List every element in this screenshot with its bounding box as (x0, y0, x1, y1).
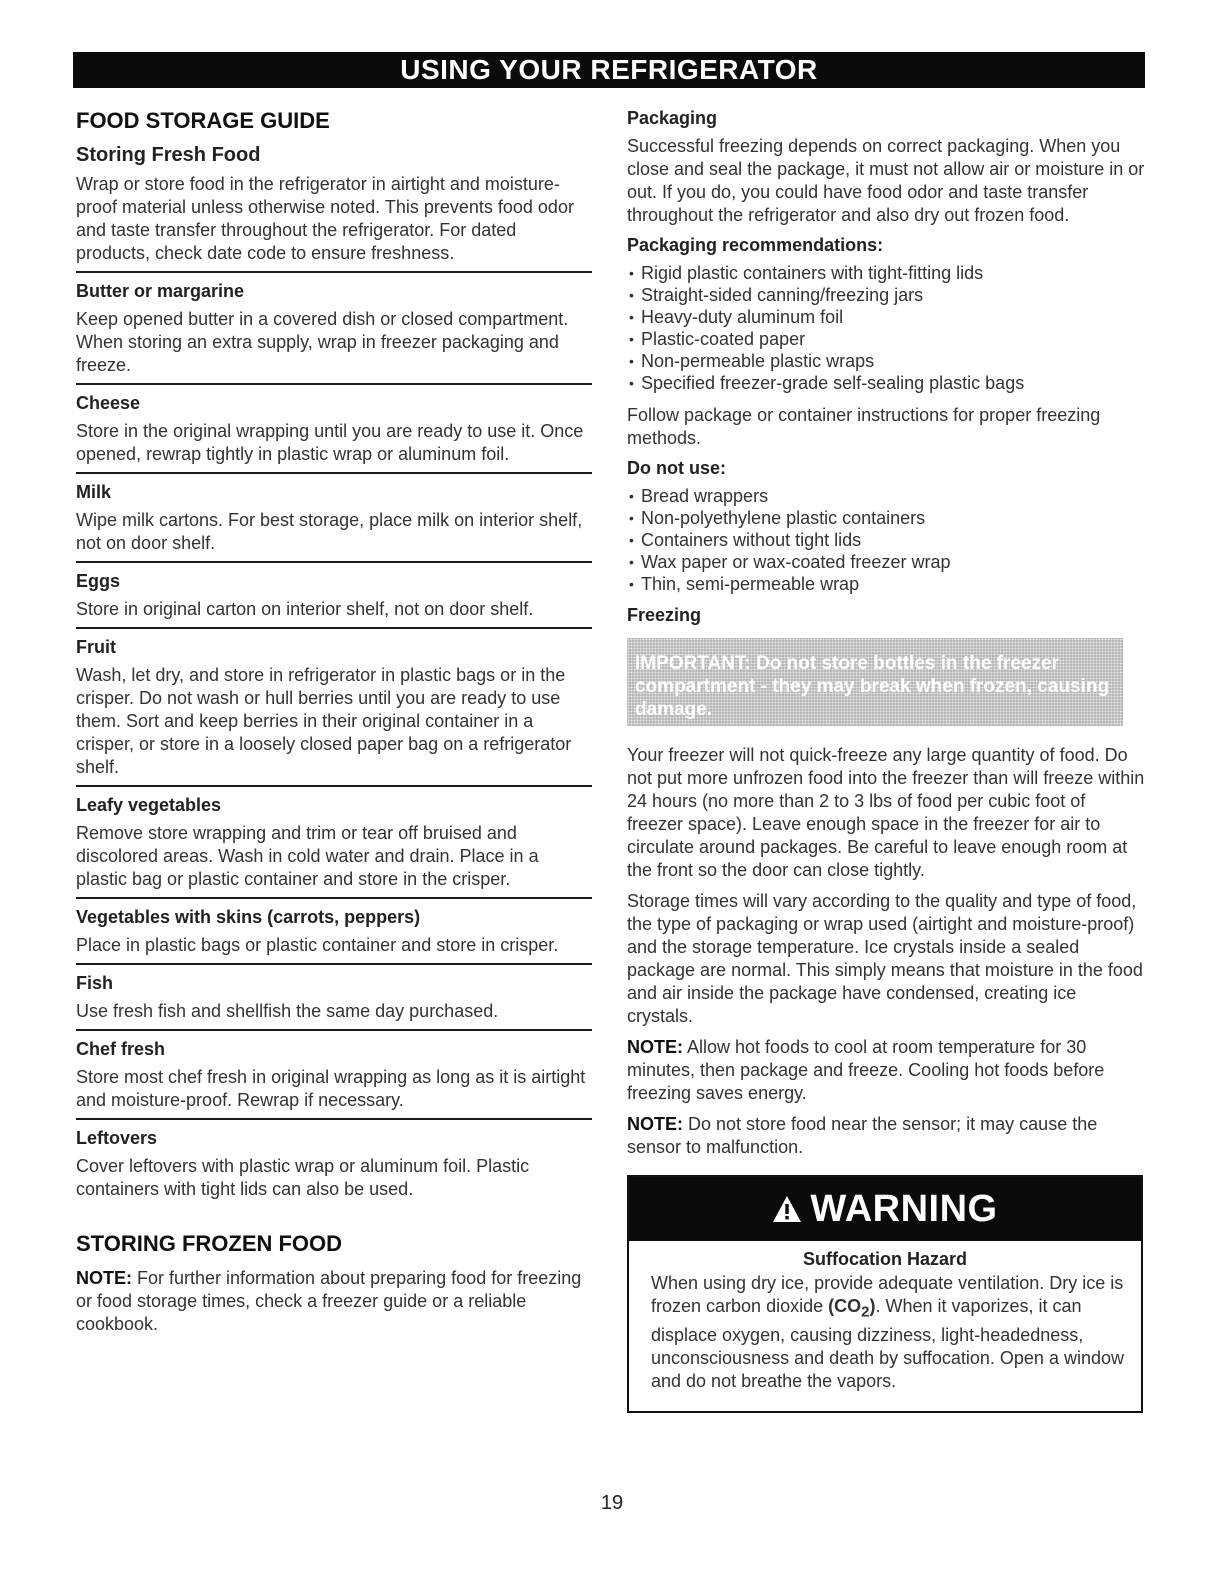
sensor-note (627, 1113, 1145, 1159)
list-item: • Heavy-duty aluminum foil (627, 306, 1145, 328)
section-heading: Leafy vegetables (76, 795, 222, 815)
list-item: • Containers without tight lids (627, 529, 1145, 551)
storing-frozen-food-title: STORING FROZEN FOOD (76, 1231, 343, 1256)
note-label: NOTE: (627, 1114, 683, 1134)
do-not-use-list (627, 485, 1145, 595)
warning-subtitle: Suffocation Hazard (802, 1249, 967, 1269)
page-number: 19 (600, 1492, 624, 1514)
chef-fresh-section (76, 1039, 592, 1120)
section-heading: Cheese (76, 393, 141, 413)
note-text: Do not store food near the sensor; it may cause the sensor to malfunction. (627, 1114, 1098, 1157)
fruit-section (76, 637, 592, 787)
frozen-note (76, 1267, 592, 1336)
important-notice: IMPORTANT: Do not store bottles in the freezer compartment - they may break when frozen, causing damage. (627, 638, 1123, 726)
list-item: • Plastic-coated paper (627, 328, 1145, 350)
section-text: Remove store wrapping and trim or tear off bruised and discolored areas. Wash in cold water and drain. Place in a plastic bag or plastic container and store in the crisper. (76, 823, 539, 889)
follow-instructions-text: Follow package or container instructions for proper freezing methods. (627, 405, 1101, 448)
section-text: Cover leftovers with plastic wrap or aluminum foil. Plastic containers with tight lids can also be used. (76, 1156, 530, 1199)
leftovers-section (76, 1128, 592, 1201)
intro-section (76, 173, 592, 273)
section-text: Store in the original wrapping until you are ready to use it. Once opened, rewrap tightly in plastic wrap or aluminum foil. (76, 421, 584, 464)
freezing-heading: Freezing (627, 605, 702, 625)
milk-section (76, 482, 592, 563)
list-item: • Non-permeable plastic wraps (627, 350, 1145, 372)
note-text: For further information about preparing food for freezing or food storage times, check a freezer guide or a reliable cookbook. (76, 1268, 582, 1334)
freezing-paragraph-1: Your freezer will not quick-freeze any large quantity of food. Do not put more unfrozen food into the freezer than will freeze within 24 hours (no more than 2 to 3 lbs of food per cubic foot of freezer space). Leave enough space in the freezer for air to circulate around packages. Be careful to leave enough room at the front so the door can close tightly. (627, 745, 1145, 880)
packaging-recommendations-heading: Packaging recommendations: (627, 235, 884, 255)
section-heading: Vegetables with skins (carrots, peppers) (76, 907, 421, 927)
cheese-section (76, 393, 592, 474)
section-text: Keep opened butter in a covered dish or closed compartment. When storing an extra supply, wrap in freezer packaging and freeze. (76, 309, 569, 375)
section-heading: Fruit (76, 637, 116, 657)
section-heading: Eggs (76, 571, 121, 591)
left-column (76, 108, 592, 1344)
do-not-use-heading: Do not use: (627, 458, 726, 478)
note-label: NOTE: (627, 1037, 683, 1057)
hot-foods-note (627, 1036, 1145, 1105)
section-heading: Butter or margarine (76, 281, 245, 301)
warning-title: WARNING (810, 1187, 998, 1230)
warning-text-start: When using dry ice, provide adequate ventilation. Dry ice is frozen carbon dioxide (651, 1273, 1124, 1316)
section-text: Use fresh fish and shellfish the same day purchased. (76, 1001, 499, 1021)
list-item: • Wax paper or wax-coated freezer wrap (627, 551, 1145, 573)
warning-text (651, 1272, 1131, 1393)
list-item: • Thin, semi-permeable wrap (627, 573, 1145, 595)
co2-subscript: 2 (861, 1303, 870, 1321)
section-heading: Fish (76, 973, 114, 993)
food-storage-title: FOOD STORAGE GUIDE (76, 108, 330, 133)
leafy-vegetables-section (76, 795, 592, 899)
section-text: Store most chef fresh in original wrapping as long as it is airtight and moisture-proof. Rewrap if necessary. (76, 1067, 586, 1110)
intro-text: Wrap or store food in the refrigerator in airtight and moisture-proof material unless otherwise noted. This prevents food odor and taste transfer throughout the refrigerator. For dated products, check date code to ensure freshness. (76, 174, 574, 263)
co2-main: (CO (828, 1296, 862, 1316)
warning-header (629, 1177, 1141, 1241)
list-item: • Non-polyethylene plastic containers (627, 507, 1145, 529)
section-heading: Leftovers (76, 1128, 158, 1148)
freezing-paragraph-2: Storage times will vary according to the quality and type of food, the type of packaging or wrap used (airtight and moisture-proof) and the storage temperature. Ice crystals inside a sealed package are normal. This simply means that moisture in the food and air inside the package have condensed, creating ice crystals. (627, 891, 1143, 1026)
warning-body (629, 1272, 1141, 1393)
section-text: Wash, let dry, and store in refrigerator in plastic bags or in the crisper. Do not wash or hull berries until you are ready to use them. Sort and keep berries in their original container in a crisper, or store in a loosely closed paper bag on a refrigerator shelf. (76, 665, 572, 777)
list-item: • Specified freezer-grade self-sealing plastic bags (627, 372, 1145, 394)
co2-close: ) (869, 1296, 876, 1316)
packaging-heading: Packaging (627, 108, 718, 128)
list-item: • Rigid plastic containers with tight-fitting lids (627, 262, 1145, 284)
packaging-text: Successful freezing depends on correct packaging. When you close and seal the package, it must not allow air or moisture in or out. If you do, you could have food odor and taste transfer throughout the refrigerator and also dry out frozen food. (627, 136, 1145, 225)
warning-text-end: . When it vaporizes, it can displace oxygen, causing dizziness, light-headedness, unconsciousness and death by suffocation. Open a window and do not breathe the vapors. (651, 1296, 1124, 1391)
fish-section (76, 973, 592, 1031)
storing-fresh-food-heading: Storing Fresh Food (76, 144, 261, 166)
list-item: • Bread wrappers (627, 485, 1145, 507)
co2-formula (828, 1296, 876, 1321)
warning-triangle-icon (772, 1195, 802, 1223)
warning-box (627, 1175, 1143, 1413)
section-text: Store in original carton on interior shelf, not on door shelf. (76, 599, 534, 619)
eggs-section (76, 571, 592, 629)
packaging-recommendations-list (627, 262, 1145, 394)
page-banner: USING YOUR REFRIGERATOR (73, 52, 1145, 88)
vegetables-with-skins-section (76, 907, 592, 965)
note-text: Allow hot foods to cool at room temperature for 30 minutes, then package and freeze. Cooling hot foods before freezing saves energy. (627, 1037, 1105, 1103)
right-column (627, 108, 1145, 1413)
section-text: Wipe milk cartons. For best storage, place milk on interior shelf, not on door shelf. (76, 510, 583, 553)
section-text: Place in plastic bags or plastic container and store in crisper. (76, 935, 559, 955)
butter-section (76, 281, 592, 385)
section-heading: Chef fresh (76, 1039, 166, 1059)
list-item: • Straight-sided canning/freezing jars (627, 284, 1145, 306)
note-label: NOTE: (76, 1268, 132, 1288)
section-heading: Milk (76, 482, 112, 502)
